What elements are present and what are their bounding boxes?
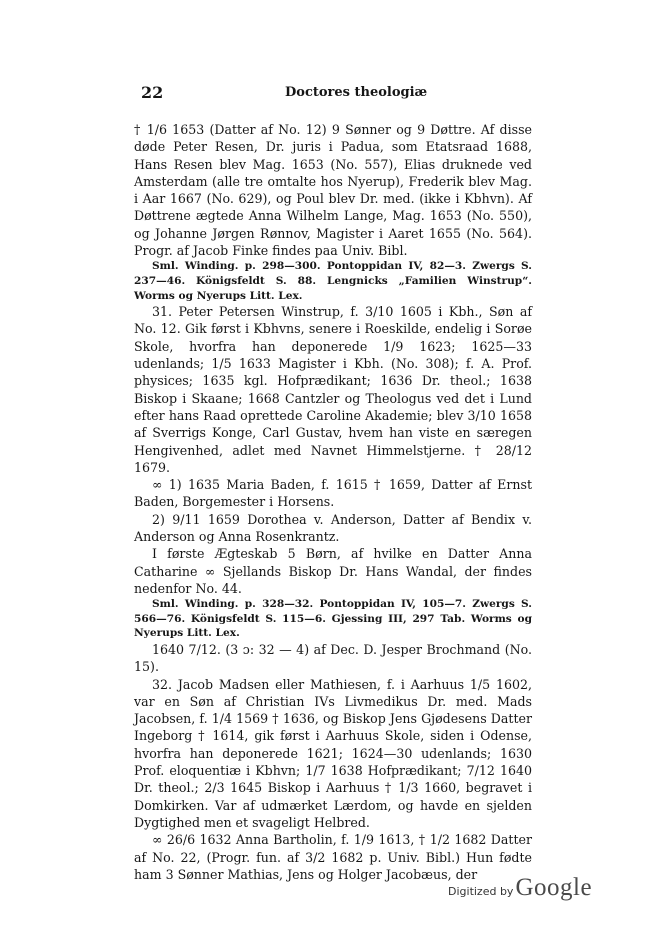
reference-note: Sml. Winding. p. 298—300. Pontoppidan IV, 82—3. Zwergs S. 237—46. Königsfeldt S. 88. Lengnicks „Familien Winstrup“. Worms og Nyerups Litt. Lex. [134,260,532,302]
page-header [133,83,531,105]
google-logo: Google [515,874,593,901]
entry-31-winstrup: 31. Peter Petersen Winstrup, f. 3/10 1605 i Kbh., Søn af No. 12. Gik først i Kbhvns, senere i Roeskilde, endelig i Sorøe Skole, hvorfra han deponerede 1/9 1623; 1625—33 udenlands; 1/5 1633 Magister i Kbh. (No. 308); f. A. Prof. physices; 1635 kgl. Hofprædikant; 1636 Dr. theol.; 1638 Biskop i Skaane; 1668 Cantzler og Theologus ved det i Lund efter hans Raad oprettede Caroline Akademie; blev 3/10 1658 af Sverrigs Konge, Carl Gustav, hvem han viste en særegen Hengivenhed, adlet med Navnet Himmelstjerne. † 28/12 1679. [134,304,532,475]
marriage-1: ∞ 1) 1635 Maria Baden, f. 1615 † 1659, Datter af Ernst Baden, Borgemester i Horsens. [134,477,532,510]
digitized-by-label: Digitized by [448,885,514,898]
page-number: 22 [141,83,164,102]
entry-32-madsen: 32. Jacob Madsen eller Mathiesen, f. i Aarhuus 1/5 1602, var en Søn af Christian IVs Livmedikus Dr. med. Mads Jacobsen, f. 1/4 1569 † 1636, og Biskop Jens Gjødesens Datter Ingeborg † 1614, gik først i Aarhuus Skole, siden i Odense, hvorfra han deponerede 1621; 1624—30 udenlands; 1630 Prof. eloquentiæ i Kbhvn; 1/7 1638 Hofprædikant; 7/12 1640 Dr. theol.; 2/3 1645 Biskop i Aarhuus † 1/3 1660, begravet i Domkirken. Var af udmærket Lærdom, og havde en sjelden Dygtighed men et svageligt Helbred. [134,676,532,830]
running-head: Doctores theologiæ [285,85,428,100]
marriage-2: 2) 9/11 1659 Dorothea v. Anderson, Datter af Bendix v. Anderson og Anna Rosenkrantz. [134,511,532,545]
paragraph-family-children: † 1/6 1653 (Datter af No. 12) 9 Sønner og 9 Døttre. Af disse døde Peter Resen, Dr. juris i Padua, som Etatsraad 1688, Hans Resen blev Mag. 1653 (No. 557), Elias druknede ved Amsterdam (alle tre omtalte hos Nyerup), Frederik blev Mag. i Aar 1667 (No. 629), og Poul blev Dr. med. (ikke i Kbhvn). Af Døttrene ægtede Anna Wilhelm Lange, Mag. 1653 (No. 550), og Johanne Jørgen Rønnov, Magister i Aaret 1655 (No. 564). Progr. af Jacob Finke findes paa Univ. Bibl. [134,122,532,259]
marriage-bartholin: ∞ 26/6 1632 Anna Bartholin, f. 1/9 1613, † 1/2 1682 Datter af No. 22, (Progr. fun. af 3/2 1682 p. Univ. Bibl.) Hun fødte ham 3 Sønner Mathias, Jens og Holger Jacobæus, der [134,832,532,882]
promotion-1640: 1640 7/12. (3 ɔ: 32 — 4) af Dec. D. Jesper Brochmand (No. 15). [134,641,532,675]
digitized-by-google-mark [448,874,598,904]
children-note: I første Ægteskab 5 Børn, af hvilke en Datter Anna Catharine ∞ Sjellands Biskop Dr. Hans Wandal, der findes nedenfor No. 44. [134,546,532,596]
reference-note: Sml. Winding. p. 328—32. Pontoppidan IV, 105—7. Zwergs S. 566—76. Königsfeldt S. 115—6. Gjessing III, 297 Tab. Worms og Nyerups Litt. Lex. [134,598,532,640]
page-body [134,121,532,883]
